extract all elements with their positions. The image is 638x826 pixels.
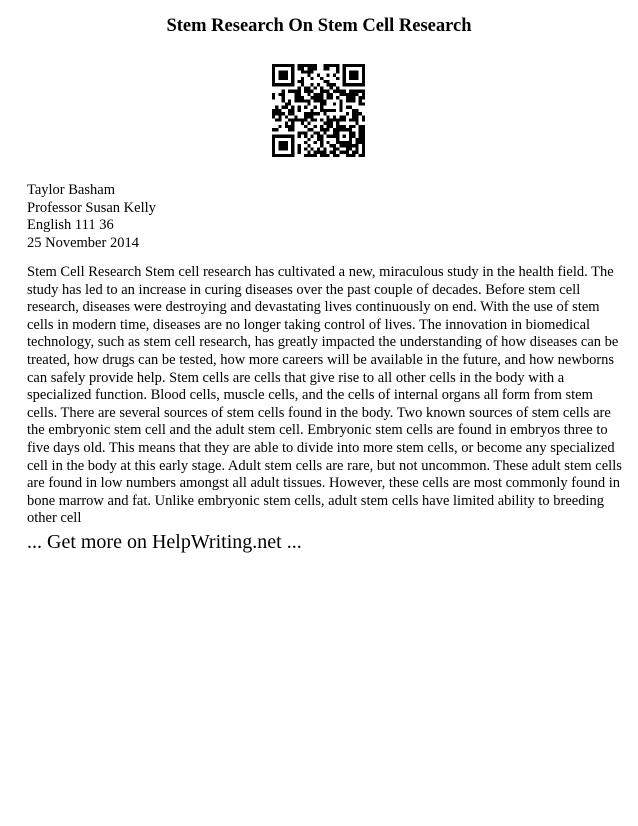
author-name: Taylor Basham (27, 182, 115, 198)
body-line: cell in the body at this early stage. Adult stem cells are rare, but not uncommon. These adult stem cells (27, 457, 622, 474)
qr-code-icon (272, 64, 365, 157)
body-line: study has led to an increase in curing diseases over the past couple of decades. Before stem cell (27, 281, 581, 298)
body-line: treated, how drugs can be tested, how more careers will be available in the future, and how newborns (27, 351, 615, 368)
body-paragraph (27, 264, 622, 528)
body-line: cells. There are several sources of stem cells found in the body. Two known sources of stem cells are (27, 404, 611, 421)
body-line: research, diseases were destroying and devastating lives continuously on end. With the use of stem (27, 299, 600, 316)
body-line: bone marrow and fat. Unlike embryonic stem cells, adult stem cells have limited ability to breeding (27, 492, 605, 509)
body-line: cells in modern time, diseases are no longer taking control of lives. The innovation in biomedical (27, 316, 591, 333)
body-line: can safely provide help. Stem cells are cells that give rise to all other cells in the body with a (27, 369, 565, 386)
get-more-link[interactable]: ... Get more on HelpWriting.net ... (27, 531, 302, 553)
document-title: Stem Research On Stem Cell Research (166, 16, 472, 36)
body-line: are found in low numbers amongst all adult tissues. However, these cells are most commonly found in (27, 475, 620, 492)
body-line: specialized function. Blood cells, muscle cells, and the cells of internal organs all form from stem (27, 387, 593, 404)
body-line: five days old. This means that they are able to divide into more stem cells, or become any specialized (27, 439, 615, 456)
body-line: technology, such as stem cell research, has greatly impacted the understanding of how diseases can be (27, 334, 619, 351)
body-line: Stem Cell Research Stem cell research has cultivated a new, miraculous study in the health field. The (27, 264, 614, 280)
paper-date: 25 November 2014 (27, 234, 139, 251)
course-name: English 111 36 (27, 217, 114, 233)
body-line: the embryonic stem cell and the adult stem cell. Embryonic stem cells are found in embryos three to (27, 422, 608, 439)
body-line: other cell (27, 510, 82, 527)
professor-name: Professor Susan Kelly (27, 199, 156, 216)
paper-header (27, 182, 156, 252)
